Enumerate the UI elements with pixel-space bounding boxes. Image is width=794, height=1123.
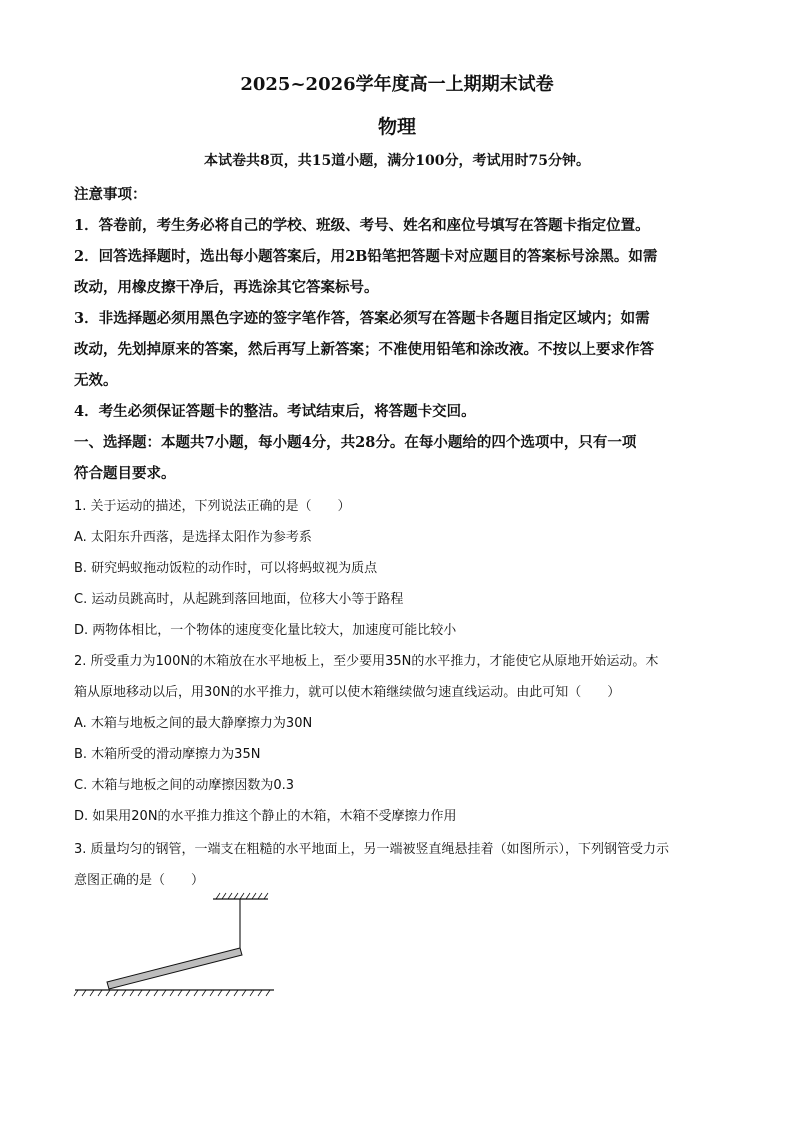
subject-title: 物理 [377,116,416,138]
steel-pipe-figure [70,890,290,1000]
note-1: 1．答卷前，考生务必将自己的学校、班级、考号、姓名和座位号填写在答题卡指定位置。 [74,217,650,234]
note-4: 4．考生必须保证答题卡的整洁。考试结束后，将答题卡交回。 [74,403,476,420]
note-3-line-2: 改动，先划掉原来的答案，然后再写上新答案；不准使用铅笔和涂改液。不按以上要求作答 [74,341,654,358]
note-2-line-2: 改动，用橡皮擦干净后，再选涂其它答案标号。 [74,279,379,296]
q1-option-c: C. 运动员跳高时，从起跳到落回地面，位移大小等于路程 [74,592,404,607]
steel-pipe [107,948,242,989]
ceiling-support [213,893,268,899]
q3-stem-line-1: 3. 质量均匀的钢管，一端支在粗糙的水平地面上，另一端被竖直绳悬挂着（如图所示），下列钢管受力示 [74,842,670,857]
exam-info: 本试卷共8页，共15道小题，满分100分，考试用时75分钟。 [204,153,590,169]
q1-stem: 1. 关于运动的描述，下列说法正确的是（ ） [74,499,351,514]
q1-option-a: A. 太阳东升西落，是选择太阳作为参考系 [74,530,312,545]
notes-heading: 注意事项： [74,186,147,203]
note-3-line-1: 3．非选择题必须用黑色字迹的签字笔作答，答案必须写在答题卡各题目指定区域内；如需 [74,310,650,327]
note-2-line-1: 2．回答选择题时，选出每小题答案后，用2B铅笔把答题卡对应题目的答案标号涂黑。如需 [74,248,658,265]
ground-surface [74,990,274,996]
exam-title: 2025~2026学年度高一上期期末试卷 [240,74,554,95]
q2-option-a: A. 木箱与地板之间的最大静摩擦力为30N [74,716,313,731]
q2-stem-line-1: 2. 所受重力为100N的木箱放在水平地板上，至少要用35N的水平推力，才能使它从原地开始运动。木 [74,654,659,669]
section-heading-line-2: 符合题目要求。 [74,465,176,482]
q3-stem-line-2: 意图正确的是（ ） [74,873,205,888]
q2-stem-line-2: 箱从原地移动以后，用30N的水平推力，就可以使木箱继续做匀速直线运动。由此可知（ ） [74,685,621,700]
section-heading-line-1: 一、选择题：本题共7小题，每小题4分，共28分。在每小题给的四个选项中，只有一项 [74,434,637,451]
q2-option-d: D. 如果用20N的水平推力推这个静止的木箱，木箱不受摩擦力作用 [74,809,457,824]
q2-option-b: B. 木箱所受的滑动摩擦力为35N [74,747,261,762]
q1-option-d: D. 两物体相比，一个物体的速度变化量比较大，加速度可能比较小 [74,623,457,638]
q2-option-c: C. 木箱与地板之间的动摩擦因数为0.3 [74,778,295,793]
q1-option-b: B. 研究蚂蚁拖动饭粒的动作时，可以将蚂蚁视为质点 [74,561,378,576]
note-3-line-3: 无效。 [74,372,118,389]
